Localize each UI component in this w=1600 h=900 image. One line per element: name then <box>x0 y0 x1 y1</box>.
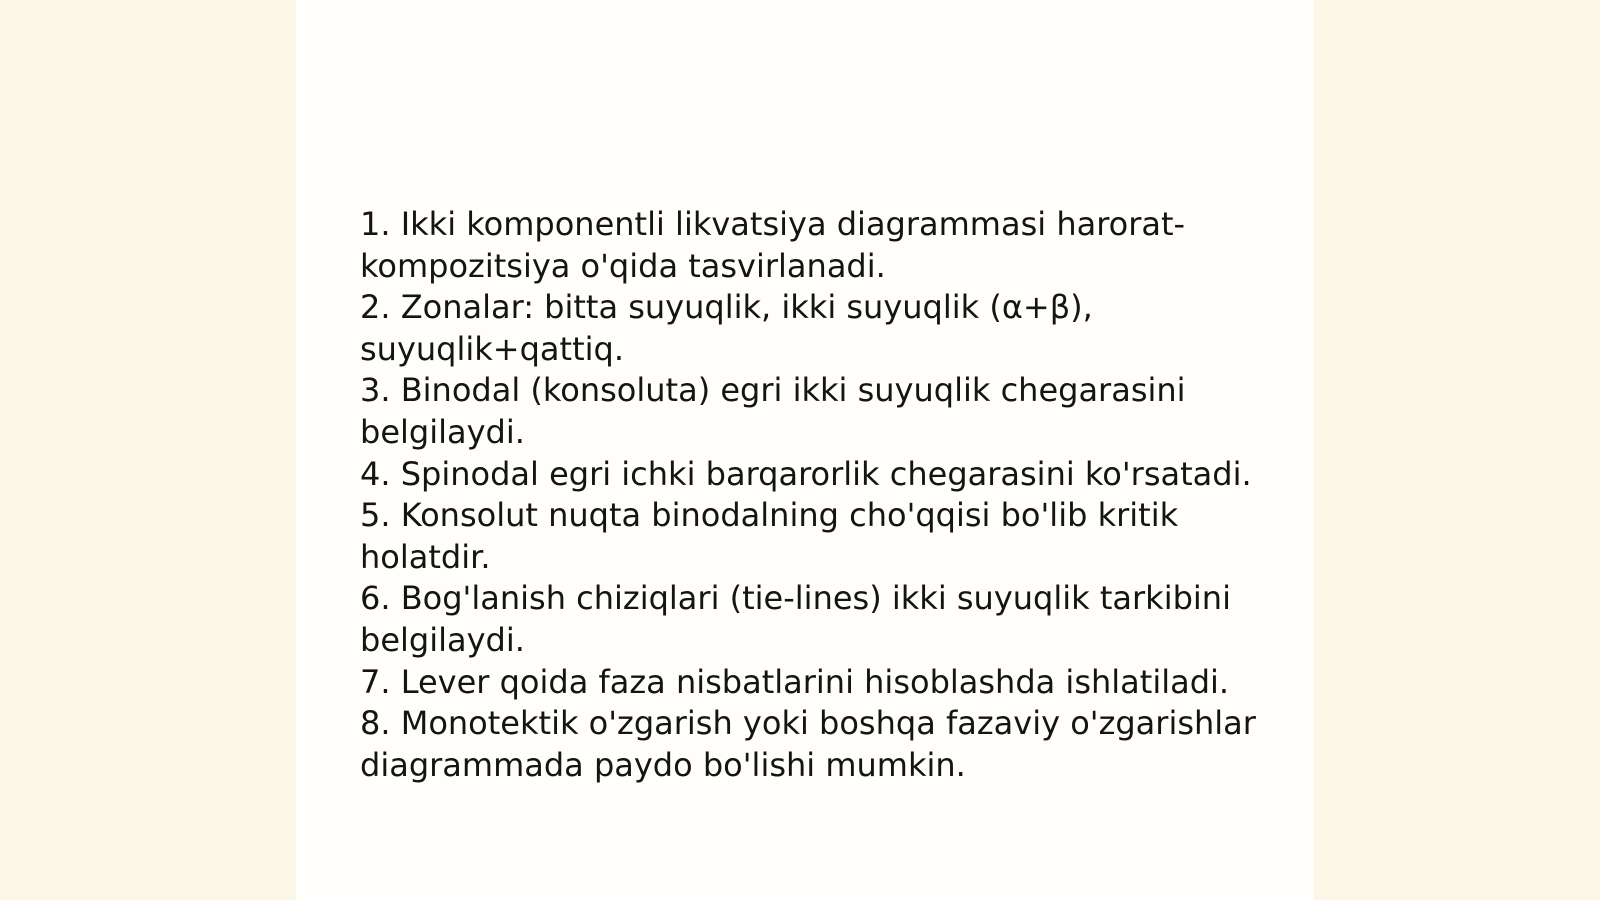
list-item: 4. Spinodal egri ichki barqarorlik chegarasini ko'rsatadi. <box>360 454 1252 493</box>
list-item: 8. Monotektik o'zgarish yoki boshqa fazaviy o'zgarishlar diagrammada paydo bo'lishi mumkin. <box>360 704 1256 784</box>
list-item: 3. Binodal (konsoluta) egri ikki suyuqlik chegarasini belgilaydi. <box>360 371 1186 451</box>
slide-page <box>296 0 1314 900</box>
list-item: 1. Ikki komponentli likvatsiya diagrammasi harorat-kompozitsiya o'qida tasvirlanadi. <box>360 205 1186 285</box>
list-item: 7. Lever qoida faza nisbatlarini hisoblashda ishlatiladi. <box>360 662 1230 701</box>
list-item: 6. Bog'lanish chiziqlari (tie-lines) ikki suyuqlik tarkibini belgilaydi. <box>360 579 1231 659</box>
right-margin-panel <box>1314 0 1600 900</box>
slide-text-list <box>360 204 1260 786</box>
left-margin-panel <box>0 0 296 900</box>
list-item: 2. Zonalar: bitta suyuqlik, ikki suyuqlik (α+β), suyuqlik+qattiq. <box>360 288 1093 368</box>
list-item: 5. Konsolut nuqta binodalning cho'qqisi bo'lib kritik holatdir. <box>360 496 1179 576</box>
